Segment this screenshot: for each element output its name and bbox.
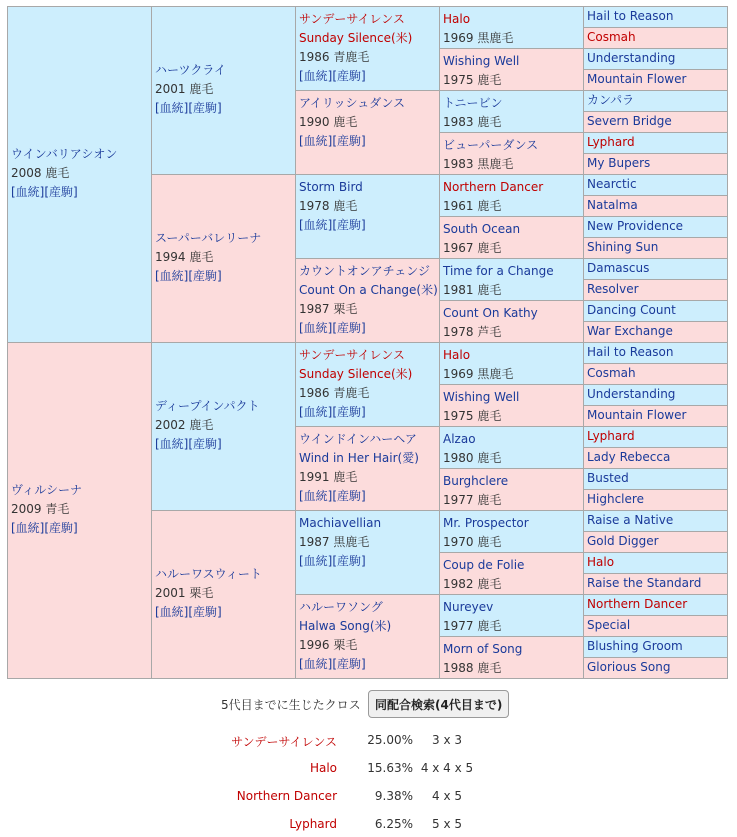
horse-year-coat [443, 617, 583, 636]
birth-year: 1961 [443, 199, 474, 213]
horse-links [299, 216, 439, 235]
pedigree-cell-gen3-1 [295, 6, 440, 91]
birth-year: 1988 [443, 661, 474, 675]
horse-name-link[interactable]: Glorious Song [587, 660, 671, 674]
horse-year-coat [299, 300, 439, 319]
birth-year: 1987 [299, 535, 330, 549]
horse-name-link[interactable]: カンパラ [587, 93, 635, 107]
horse-name-link[interactable]: Lyphard [587, 429, 635, 443]
horse-year-coat [299, 197, 439, 216]
cross-header [0, 690, 737, 720]
horse-english-name-link[interactable]: Sunday Silence(米) [299, 367, 413, 381]
coat-color: 黒鹿毛 [477, 31, 514, 45]
birth-year: 1982 [443, 577, 474, 591]
horse-name-link[interactable]: ハルーワソング [299, 600, 383, 614]
birth-year: 1967 [443, 241, 474, 255]
pedigree-cell-gen5-30 [583, 615, 728, 637]
horse-name-link[interactable]: Storm Bird [299, 180, 363, 194]
cross-generations: 5 x 5 [432, 817, 462, 831]
pedigree-cell-gen5-25 [583, 510, 728, 532]
cross-percentage: 25.00% [367, 733, 413, 747]
pedigree-cell-gen5-26 [583, 531, 728, 553]
pedigree-cell-gen5-19 [583, 384, 728, 406]
birth-year: 1969 [443, 367, 474, 381]
cross-horse-link[interactable]: Halo [309, 761, 337, 775]
birth-year: 1990 [299, 115, 330, 129]
horse-year-coat [155, 248, 295, 267]
horse-name-link[interactable]: Hail to Reason [587, 9, 674, 23]
pedigree-cell-gen5-32 [583, 657, 728, 679]
pedigree-cell-gen5-5 [583, 90, 728, 112]
cross-row [0, 817, 737, 837]
offspring-link[interactable]: [産駒] [332, 69, 366, 83]
pedigree-cell-gen4-11 [439, 426, 584, 469]
horse-name-link[interactable]: Gold Digger [587, 534, 659, 548]
horse-links [299, 655, 439, 674]
pedigree-cell-gen4-5 [439, 174, 584, 217]
birth-year: 1980 [443, 451, 474, 465]
pedigree-cell-gen2-4 [151, 510, 296, 679]
horse-name-link[interactable]: サンデーサイレンス [299, 12, 405, 26]
birth-year: 1970 [443, 535, 474, 549]
horse-name-link[interactable]: War Exchange [587, 324, 673, 338]
horse-name-link[interactable]: Damascus [587, 261, 650, 275]
horse-year-coat [299, 468, 439, 487]
coat-color: 青毛 [45, 501, 70, 516]
pedigree-cell-gen5-4 [583, 69, 728, 91]
bloodline-link[interactable]: [血統] [155, 100, 189, 115]
pedigree-cell-gen5-27 [583, 552, 728, 574]
horse-name-link[interactable]: My Bupers [587, 156, 651, 170]
pedigree-cell-gen5-2 [583, 27, 728, 49]
coat-color: 栗毛 [333, 638, 358, 652]
horse-name-link[interactable]: Mountain Flower [587, 408, 687, 422]
pedigree-cell-gen5-11 [583, 216, 728, 238]
horse-name-link[interactable]: Busted [587, 471, 629, 485]
pedigree-cell-gen5-16 [583, 321, 728, 343]
coat-color: 黒鹿毛 [477, 157, 514, 171]
offspring-link[interactable]: [産駒] [332, 657, 366, 671]
horse-year-coat [299, 48, 439, 67]
cross-percentage: 15.63% [367, 761, 413, 775]
pedigree-cell-gen5-17 [583, 342, 728, 364]
horse-name-link[interactable]: ウインバリアシオン [11, 146, 118, 161]
pedigree-cell-gen4-15 [439, 594, 584, 637]
horse-links [155, 435, 295, 454]
horse-year-coat [443, 449, 583, 468]
horse-name-link[interactable]: Count On Kathy [443, 306, 538, 320]
horse-name-link[interactable]: Special [587, 618, 631, 632]
cross-row [0, 733, 737, 753]
pedigree-cell-gen4-3 [439, 90, 584, 133]
pedigree-cell-gen2-2 [151, 174, 296, 343]
horse-year-coat [299, 533, 439, 552]
horse-year-coat [443, 323, 583, 342]
pedigree-cell-gen4-13 [439, 510, 584, 553]
horse-name-link[interactable]: Raise the Standard [587, 576, 702, 590]
coat-color: 鹿毛 [477, 535, 502, 549]
horse-links [299, 403, 439, 422]
horse-name-link[interactable]: Cosmah [587, 30, 636, 44]
horse-name-link[interactable]: Time for a Change [443, 264, 554, 278]
pedigree-cell-gen3-8 [295, 594, 440, 679]
birth-year: 1977 [443, 493, 474, 507]
pedigree-cell-gen5-31 [583, 636, 728, 658]
bloodline-link[interactable]: [血統] [299, 657, 333, 671]
horse-name-link[interactable]: ウインドインハーヘア [299, 432, 417, 446]
pedigree-cell-gen5-23 [583, 468, 728, 490]
horse-name-link[interactable]: Severn Bridge [587, 114, 672, 128]
cross-generations: 4 x 4 x 5 [420, 761, 474, 775]
coat-color: 鹿毛 [477, 199, 502, 213]
pedigree-cell-gen5-8 [583, 153, 728, 175]
pedigree-cell-gen4-2 [439, 48, 584, 91]
horse-links [299, 552, 439, 571]
coat-color: 青鹿毛 [333, 50, 370, 64]
cross-horse-link[interactable]: Northern Dancer [236, 789, 337, 803]
bloodline-link[interactable]: [血統] [11, 520, 45, 535]
horse-name-link[interactable]: Raise a Native [587, 513, 674, 527]
horse-year-coat [443, 365, 583, 384]
pedigree-cell-gen5-14 [583, 279, 728, 301]
cross-percentage: 6.25% [374, 817, 413, 831]
coat-color: 栗毛 [189, 585, 214, 600]
coat-color: 鹿毛 [477, 661, 502, 675]
pedigree-cell-gen5-6 [583, 111, 728, 133]
horse-name-link[interactable]: Understanding [587, 387, 676, 401]
birth-year: 1977 [443, 619, 474, 633]
horse-year-coat [155, 584, 295, 603]
pedigree-cell-gen4-6 [439, 216, 584, 259]
bloodline-link[interactable]: [血統] [299, 554, 333, 568]
horse-name-link[interactable]: Coup de Folie [443, 558, 525, 572]
pedigree-cell-gen5-20 [583, 405, 728, 427]
pedigree-cell-gen4-10 [439, 384, 584, 427]
pedigree-cell-gen5-24 [583, 489, 728, 511]
horse-english-name-link[interactable]: Count On a Change(米) [299, 283, 438, 297]
horse-name-link[interactable]: Northern Dancer [587, 597, 688, 611]
coat-color: 鹿毛 [477, 115, 502, 129]
horse-links [299, 487, 439, 506]
coat-color: 鹿毛 [333, 470, 358, 484]
horse-english-name-link[interactable]: Halwa Song(米) [299, 619, 392, 633]
pedigree-cell-gen3-4 [295, 258, 440, 343]
same-mating-search-button[interactable]: 同配合検索(4代目まで) [368, 690, 509, 718]
horse-year-coat [443, 575, 583, 594]
horse-name-link[interactable]: Blushing Groom [587, 639, 683, 653]
pedigree-cell-gen5-7 [583, 132, 728, 154]
bloodline-link[interactable]: [血統] [299, 405, 333, 419]
horse-year-coat [443, 113, 583, 132]
birth-year: 2001 [155, 81, 186, 96]
horse-links [155, 603, 295, 622]
pedigree-cell-gen4-12 [439, 468, 584, 511]
horse-year-coat [443, 155, 583, 174]
horse-name-link[interactable]: トニービン [443, 96, 503, 110]
birth-year: 2002 [155, 417, 186, 432]
horse-english-name-link[interactable]: Sunday Silence(米) [299, 31, 413, 45]
coat-color: 鹿毛 [477, 283, 502, 297]
birth-year: 1981 [443, 283, 474, 297]
offspring-link[interactable]: [産駒] [188, 268, 222, 283]
birth-year: 1978 [443, 325, 474, 339]
horse-name-link[interactable]: Understanding [587, 51, 676, 65]
pedigree-cell-gen2-3 [151, 342, 296, 511]
coat-color: 青鹿毛 [333, 386, 370, 400]
horse-year-coat [443, 407, 583, 426]
offspring-link[interactable]: [産駒] [44, 520, 78, 535]
horse-name-link[interactable]: Mr. Prospector [443, 516, 529, 530]
pedigree-cell-gen4-9 [439, 342, 584, 385]
birth-year: 1986 [299, 386, 330, 400]
horse-name-link[interactable]: Burghclere [443, 474, 509, 488]
pedigree-cell-gen5-12 [583, 237, 728, 259]
pedigree-cell-gen5-1 [583, 6, 728, 28]
birth-year: 1975 [443, 73, 474, 87]
birth-year: 1975 [443, 409, 474, 423]
bloodline-link[interactable]: [血統] [155, 268, 189, 283]
horse-links [299, 319, 439, 338]
cross-horse-link[interactable]: Lyphard [289, 817, 337, 831]
pedigree-cell-gen3-3 [295, 174, 440, 259]
offspring-link[interactable]: [産駒] [332, 405, 366, 419]
horse-year-coat [155, 416, 295, 435]
horse-name-link[interactable]: Hail to Reason [587, 345, 674, 359]
horse-name-link[interactable]: Dancing Count [587, 303, 676, 317]
birth-year: 1991 [299, 470, 330, 484]
horse-name-link[interactable]: サンデーサイレンス [299, 348, 405, 362]
pedigree-table [7, 6, 727, 678]
horse-name-link[interactable]: ヴィルシーナ [11, 482, 82, 497]
pedigree-cell-gen5-10 [583, 195, 728, 217]
pedigree-cell-gen5-21 [583, 426, 728, 448]
coat-color: 黒鹿毛 [477, 367, 514, 381]
horse-name-link[interactable]: ハルーワスウィート [155, 566, 262, 581]
offspring-link[interactable]: [産駒] [332, 218, 366, 232]
offspring-link[interactable]: [産駒] [332, 489, 366, 503]
birth-year: 2008 [11, 165, 42, 180]
horse-english-name-link[interactable]: Wind in Her Hair(愛) [299, 451, 419, 465]
pedigree-cell-gen4-8 [439, 300, 584, 343]
offspring-link[interactable]: [産駒] [332, 134, 366, 148]
pedigree-cell-gen5-18 [583, 363, 728, 385]
birth-year: 1987 [299, 302, 330, 316]
cross-row [0, 761, 737, 781]
horse-year-coat [443, 239, 583, 258]
horse-name-link[interactable]: Halo [443, 348, 471, 362]
offspring-link[interactable]: [産駒] [188, 604, 222, 619]
horse-links [11, 183, 151, 202]
horse-name-link[interactable]: Halo [443, 12, 471, 26]
coat-color: 黒鹿毛 [333, 535, 370, 549]
horse-name-link[interactable]: カウントオンアチェンジ [299, 264, 430, 278]
pedigree-cell-gen4-16 [439, 636, 584, 679]
birth-year: 1983 [443, 157, 474, 171]
horse-name-link[interactable]: Lady Rebecca [587, 450, 671, 464]
horse-name-link[interactable]: ハーツクライ [155, 62, 227, 77]
horse-year-coat [443, 197, 583, 216]
pedigree-cell-gen5-13 [583, 258, 728, 280]
horse-links [299, 132, 439, 151]
horse-year-coat [11, 164, 151, 183]
horse-name-link[interactable]: スーパーバレリーナ [155, 230, 262, 245]
horse-name-link[interactable]: Lyphard [587, 135, 635, 149]
coat-color: 鹿毛 [477, 451, 502, 465]
horse-name-link[interactable]: Shining Sun [587, 240, 659, 254]
offspring-link[interactable]: [産駒] [188, 100, 222, 115]
offspring-link[interactable]: [産駒] [188, 436, 222, 451]
coat-color: 鹿毛 [189, 417, 214, 432]
cross-generations: 3 x 3 [432, 733, 462, 747]
horse-links [155, 99, 295, 118]
offspring-link[interactable]: [産駒] [44, 184, 78, 199]
horse-name-link[interactable]: New Providence [587, 219, 684, 233]
offspring-link[interactable]: [産駒] [332, 321, 366, 335]
horse-name-link[interactable]: Halo [587, 555, 615, 569]
bloodline-link[interactable]: [血統] [299, 321, 333, 335]
horse-name-link[interactable]: Wishing Well [443, 54, 520, 68]
coat-color: 鹿毛 [189, 249, 214, 264]
pedigree-cell-gen4-1 [439, 6, 584, 49]
pedigree-cell-gen5-22 [583, 447, 728, 469]
coat-color: 鹿毛 [189, 81, 214, 96]
horse-name-link[interactable]: Mountain Flower [587, 72, 687, 86]
birth-year: 1994 [155, 249, 186, 264]
coat-color: 鹿毛 [333, 115, 358, 129]
coat-color: 栗毛 [333, 302, 358, 316]
pedigree-cell-gen3-7 [295, 510, 440, 595]
cross-horse-link[interactable]: サンデーサイレンス [231, 735, 337, 749]
horse-year-coat [299, 636, 439, 655]
horse-name-link[interactable]: Wishing Well [443, 390, 520, 404]
horse-name-link[interactable]: Machiavellian [299, 516, 382, 530]
birth-year: 1978 [299, 199, 330, 213]
horse-links [155, 267, 295, 286]
pedigree-cell-gen4-7 [439, 258, 584, 301]
horse-name-link[interactable]: Nearctic [587, 177, 637, 191]
birth-year: 1986 [299, 50, 330, 64]
horse-year-coat [299, 384, 439, 403]
bloodline-link[interactable]: [血統] [299, 134, 333, 148]
horse-year-coat [443, 533, 583, 552]
horse-year-coat [443, 281, 583, 300]
coat-color: 鹿毛 [477, 619, 502, 633]
horse-year-coat [443, 659, 583, 678]
coat-color: 鹿毛 [477, 73, 502, 87]
horse-name-link[interactable]: Highclere [587, 492, 644, 506]
pedigree-cell-gen5-9 [583, 174, 728, 196]
bloodline-link[interactable]: [血統] [11, 184, 45, 199]
horse-year-coat [155, 80, 295, 99]
coat-color: 鹿毛 [477, 241, 502, 255]
horse-year-coat [443, 491, 583, 510]
coat-color: 鹿毛 [477, 409, 502, 423]
cross-label: 5代目までに生じたクロス [221, 698, 361, 712]
bloodline-link[interactable]: [血統] [299, 218, 333, 232]
birth-year: 1969 [443, 31, 474, 45]
coat-color: 鹿毛 [477, 493, 502, 507]
horse-name-link[interactable]: アイリッシュダンス [299, 96, 405, 110]
horse-name-link[interactable]: Alzao [443, 432, 476, 446]
birth-year: 1996 [299, 638, 330, 652]
horse-name-link[interactable]: Natalma [587, 198, 638, 212]
pedigree-cell-gen3-5 [295, 342, 440, 427]
pedigree-cell-gen1-1 [7, 6, 152, 343]
pedigree-cell-gen5-28 [583, 573, 728, 595]
offspring-link[interactable]: [産駒] [332, 554, 366, 568]
horse-year-coat [443, 29, 583, 48]
horse-links [11, 519, 151, 538]
horse-year-coat [299, 113, 439, 132]
coat-color: 鹿毛 [45, 165, 70, 180]
pedigree-cell-gen4-14 [439, 552, 584, 595]
pedigree-cell-gen5-29 [583, 594, 728, 616]
cross-row [0, 789, 737, 809]
horse-name-link[interactable]: ディープインパクト [155, 398, 260, 413]
horse-name-link[interactable]: South Ocean [443, 222, 521, 236]
cross-generations: 4 x 5 [432, 789, 462, 803]
horse-year-coat [11, 500, 151, 519]
horse-name-link[interactable]: Cosmah [587, 366, 636, 380]
birth-year: 1983 [443, 115, 474, 129]
bloodline-link[interactable]: [血統] [155, 436, 189, 451]
bloodline-link[interactable]: [血統] [299, 69, 333, 83]
pedigree-cell-gen2-1 [151, 6, 296, 175]
horse-name-link[interactable]: Resolver [587, 282, 639, 296]
coat-color: 芦毛 [477, 325, 502, 339]
horse-year-coat [443, 71, 583, 90]
birth-year: 2001 [155, 585, 186, 600]
horse-name-link[interactable]: ビューパーダンス [443, 138, 539, 152]
pedigree-cell-gen4-4 [439, 132, 584, 175]
horse-name-link[interactable]: Morn of Song [443, 642, 523, 656]
pedigree-cell-gen3-2 [295, 90, 440, 175]
coat-color: 鹿毛 [477, 577, 502, 591]
bloodline-link[interactable]: [血統] [155, 604, 189, 619]
coat-color: 鹿毛 [333, 199, 358, 213]
horse-name-link[interactable]: Nureyev [443, 600, 494, 614]
pedigree-cell-gen1-2 [7, 342, 152, 679]
horse-links [299, 67, 439, 86]
bloodline-link[interactable]: [血統] [299, 489, 333, 503]
cross-percentage: 9.38% [374, 789, 413, 803]
horse-name-link[interactable]: Northern Dancer [443, 180, 544, 194]
pedigree-cell-gen5-3 [583, 48, 728, 70]
birth-year: 2009 [11, 501, 42, 516]
pedigree-cell-gen3-6 [295, 426, 440, 511]
pedigree-cell-gen5-15 [583, 300, 728, 322]
